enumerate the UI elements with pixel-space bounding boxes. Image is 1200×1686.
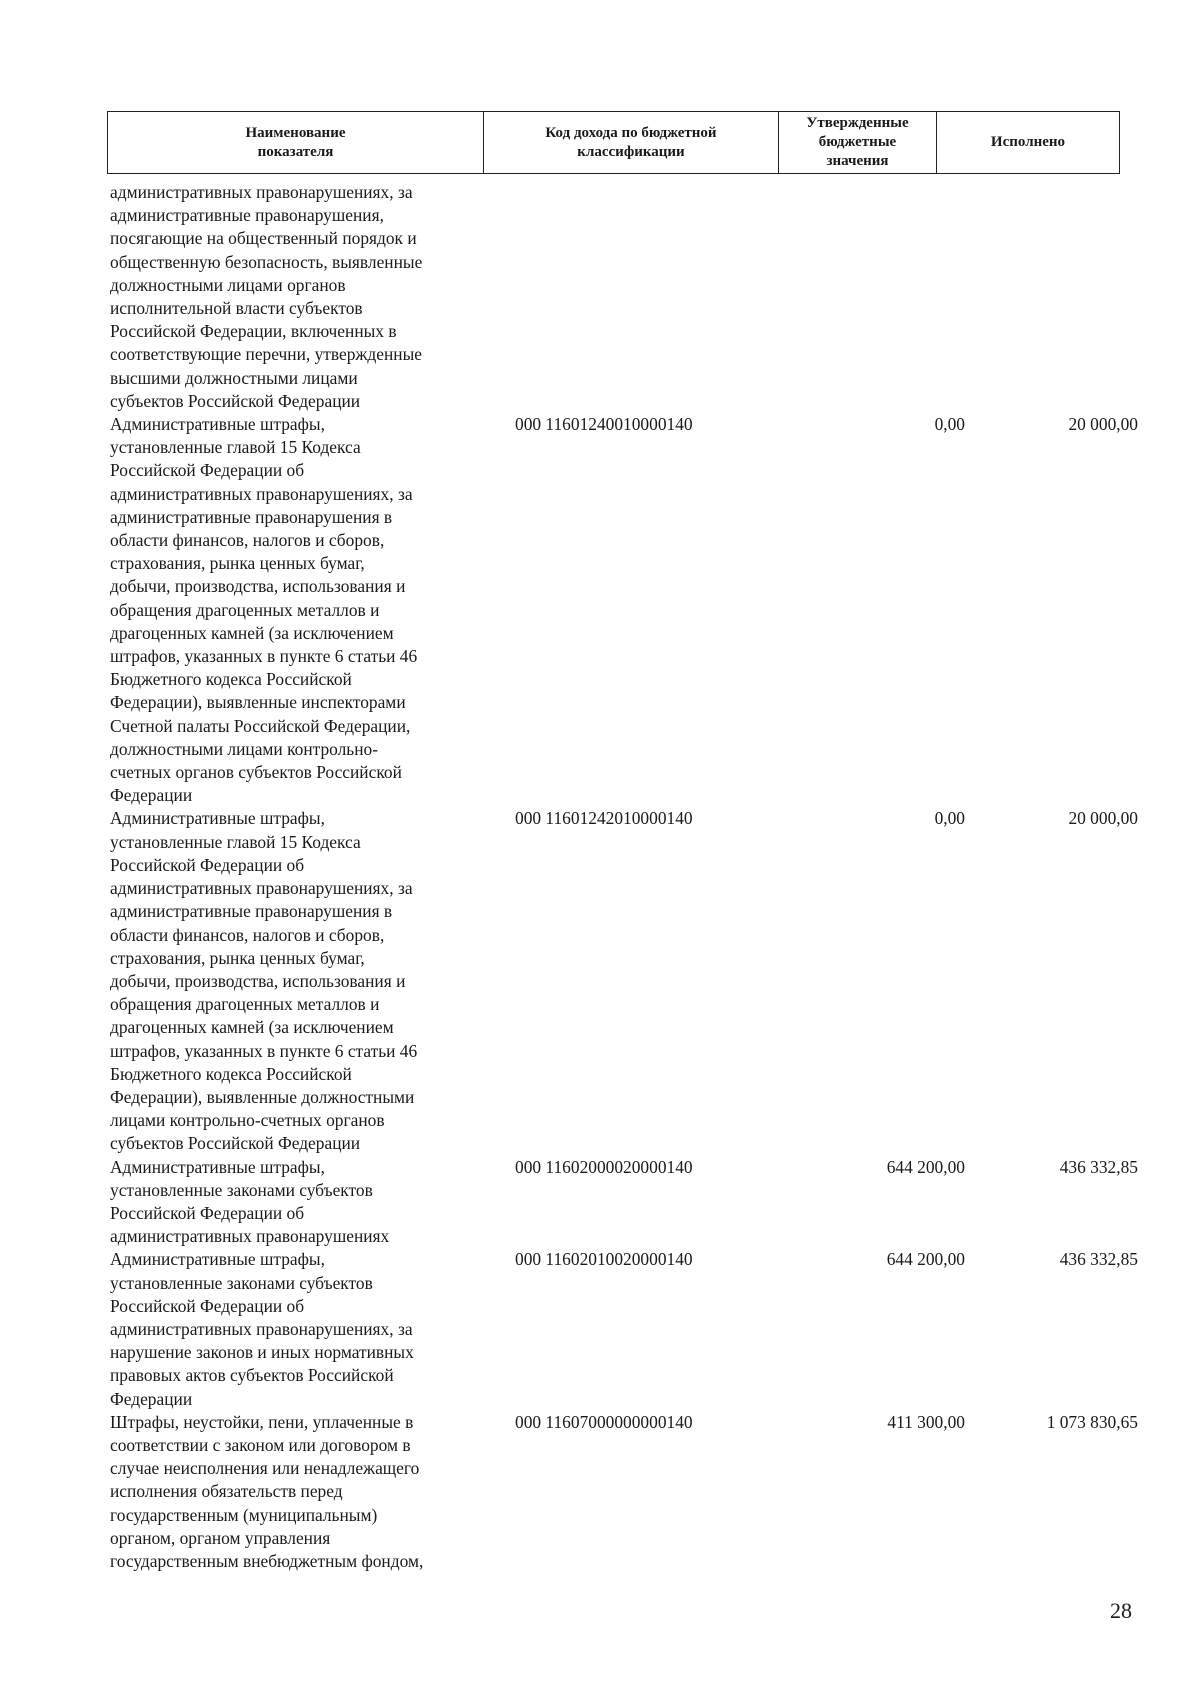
row-executed: 436 332,85: [1059, 1249, 1138, 1270]
row-code: 000 11601242010000140: [515, 808, 693, 829]
header-code-cell: [484, 112, 779, 173]
header-name-cell: [108, 112, 484, 173]
row-name: Административные штрафы, установленные законами субъектов Российской Федерации об административных правонарушениях: [110, 1156, 390, 1247]
table-row: [110, 413, 1140, 807]
row-name: Штрафы, неустойки, пени, уплаченные в соответствии с законом или договором в случае неисполнения или ненадлежащего исполнения обязательств перед государственным (муниципальным) органом, органом управления государственным внебюджетным фондом,: [110, 1411, 424, 1571]
table-header: [107, 111, 1120, 174]
table-row: [110, 1411, 1140, 1573]
header-executed-label: Исполнено: [990, 134, 1066, 150]
row-name: Административные штрафы, установленные главой 15 Кодекса Российской Федерации об административных правонарушениях, за административные правонарушения в области финансов, налогов и сборов, страхования, рынка ценных бумаг, добычи, производства, использования и обращения драгоценных металлов и драгоценных камней (за исключением штрафов, указанных в пункте 6 статьи 46 Бюджетного кодекса Российской Федерации), выявленные должностными лицами контрольно-счетных органов субъектов Российской Федерации: [110, 808, 418, 1154]
row-name: Административные штрафы, установленные главой 15 Кодекса Российской Федерации об административных правонарушениях, за административные правонарушения в области финансов, налогов и сборов, страхования, рынка ценных бумаг, добычи, производства, использования и обращения драгоценных металлов и драгоценных камней (за исключением штрафов, указанных в пункте 6 статьи 46 Бюджетного кодекса Российской Федерации), выявленные инспекторами Счетной палаты Российской Федерации, должностными лицами контрольно- счетных органов субъектов Российской Федерации: [110, 414, 418, 806]
row-approved: 0,00: [934, 808, 965, 829]
row-approved: 0,00: [934, 414, 965, 435]
header-approved-label: Утвержденные бюджетные значения: [806, 115, 909, 169]
row-code: 000 11602010020000140: [515, 1249, 693, 1270]
table-row: [110, 807, 1140, 1155]
header-executed-cell: [937, 112, 1119, 173]
continuation-text: административных правонарушениях, за административные правонарушения, посягающие на общественный порядок и общественную безопасность, выявленные должностными лицами органов исполнительной власти субъектов Российской Федерации, включенных в соответствующие перечни, утвержденные высшими должностными лицами субъектов Российской Федерации: [110, 182, 423, 411]
row-executed: 20 000,00: [1068, 808, 1138, 829]
row-approved: 644 200,00: [886, 1249, 965, 1270]
row-code: 000 11602000020000140: [515, 1156, 693, 1177]
header-code-label: Код дохода по бюджетной классификации: [545, 124, 717, 160]
row-name: Административные штрафы, установленные законами субъектов Российской Федерации об административных правонарушениях, за нарушение законов и иных нормативных правовых актов субъектов Российской Федерации: [110, 1249, 414, 1409]
row-executed: 436 332,85: [1059, 1156, 1138, 1177]
row-approved: 411 300,00: [887, 1411, 965, 1432]
header-approved-cell: [779, 112, 937, 173]
row-executed: 1 073 830,65: [1046, 1411, 1138, 1432]
row-code: 000 11601240010000140: [515, 414, 693, 435]
table-row: [110, 1156, 1140, 1249]
table-row: [110, 1248, 1140, 1410]
row-executed: 20 000,00: [1068, 414, 1138, 435]
header-name-label: Наименование показателя: [245, 124, 346, 160]
row-approved: 644 200,00: [886, 1156, 965, 1177]
table-body: [110, 181, 1140, 1573]
row-code: 000 11607000000000140: [515, 1411, 693, 1432]
page-number: 28: [1110, 1598, 1132, 1623]
